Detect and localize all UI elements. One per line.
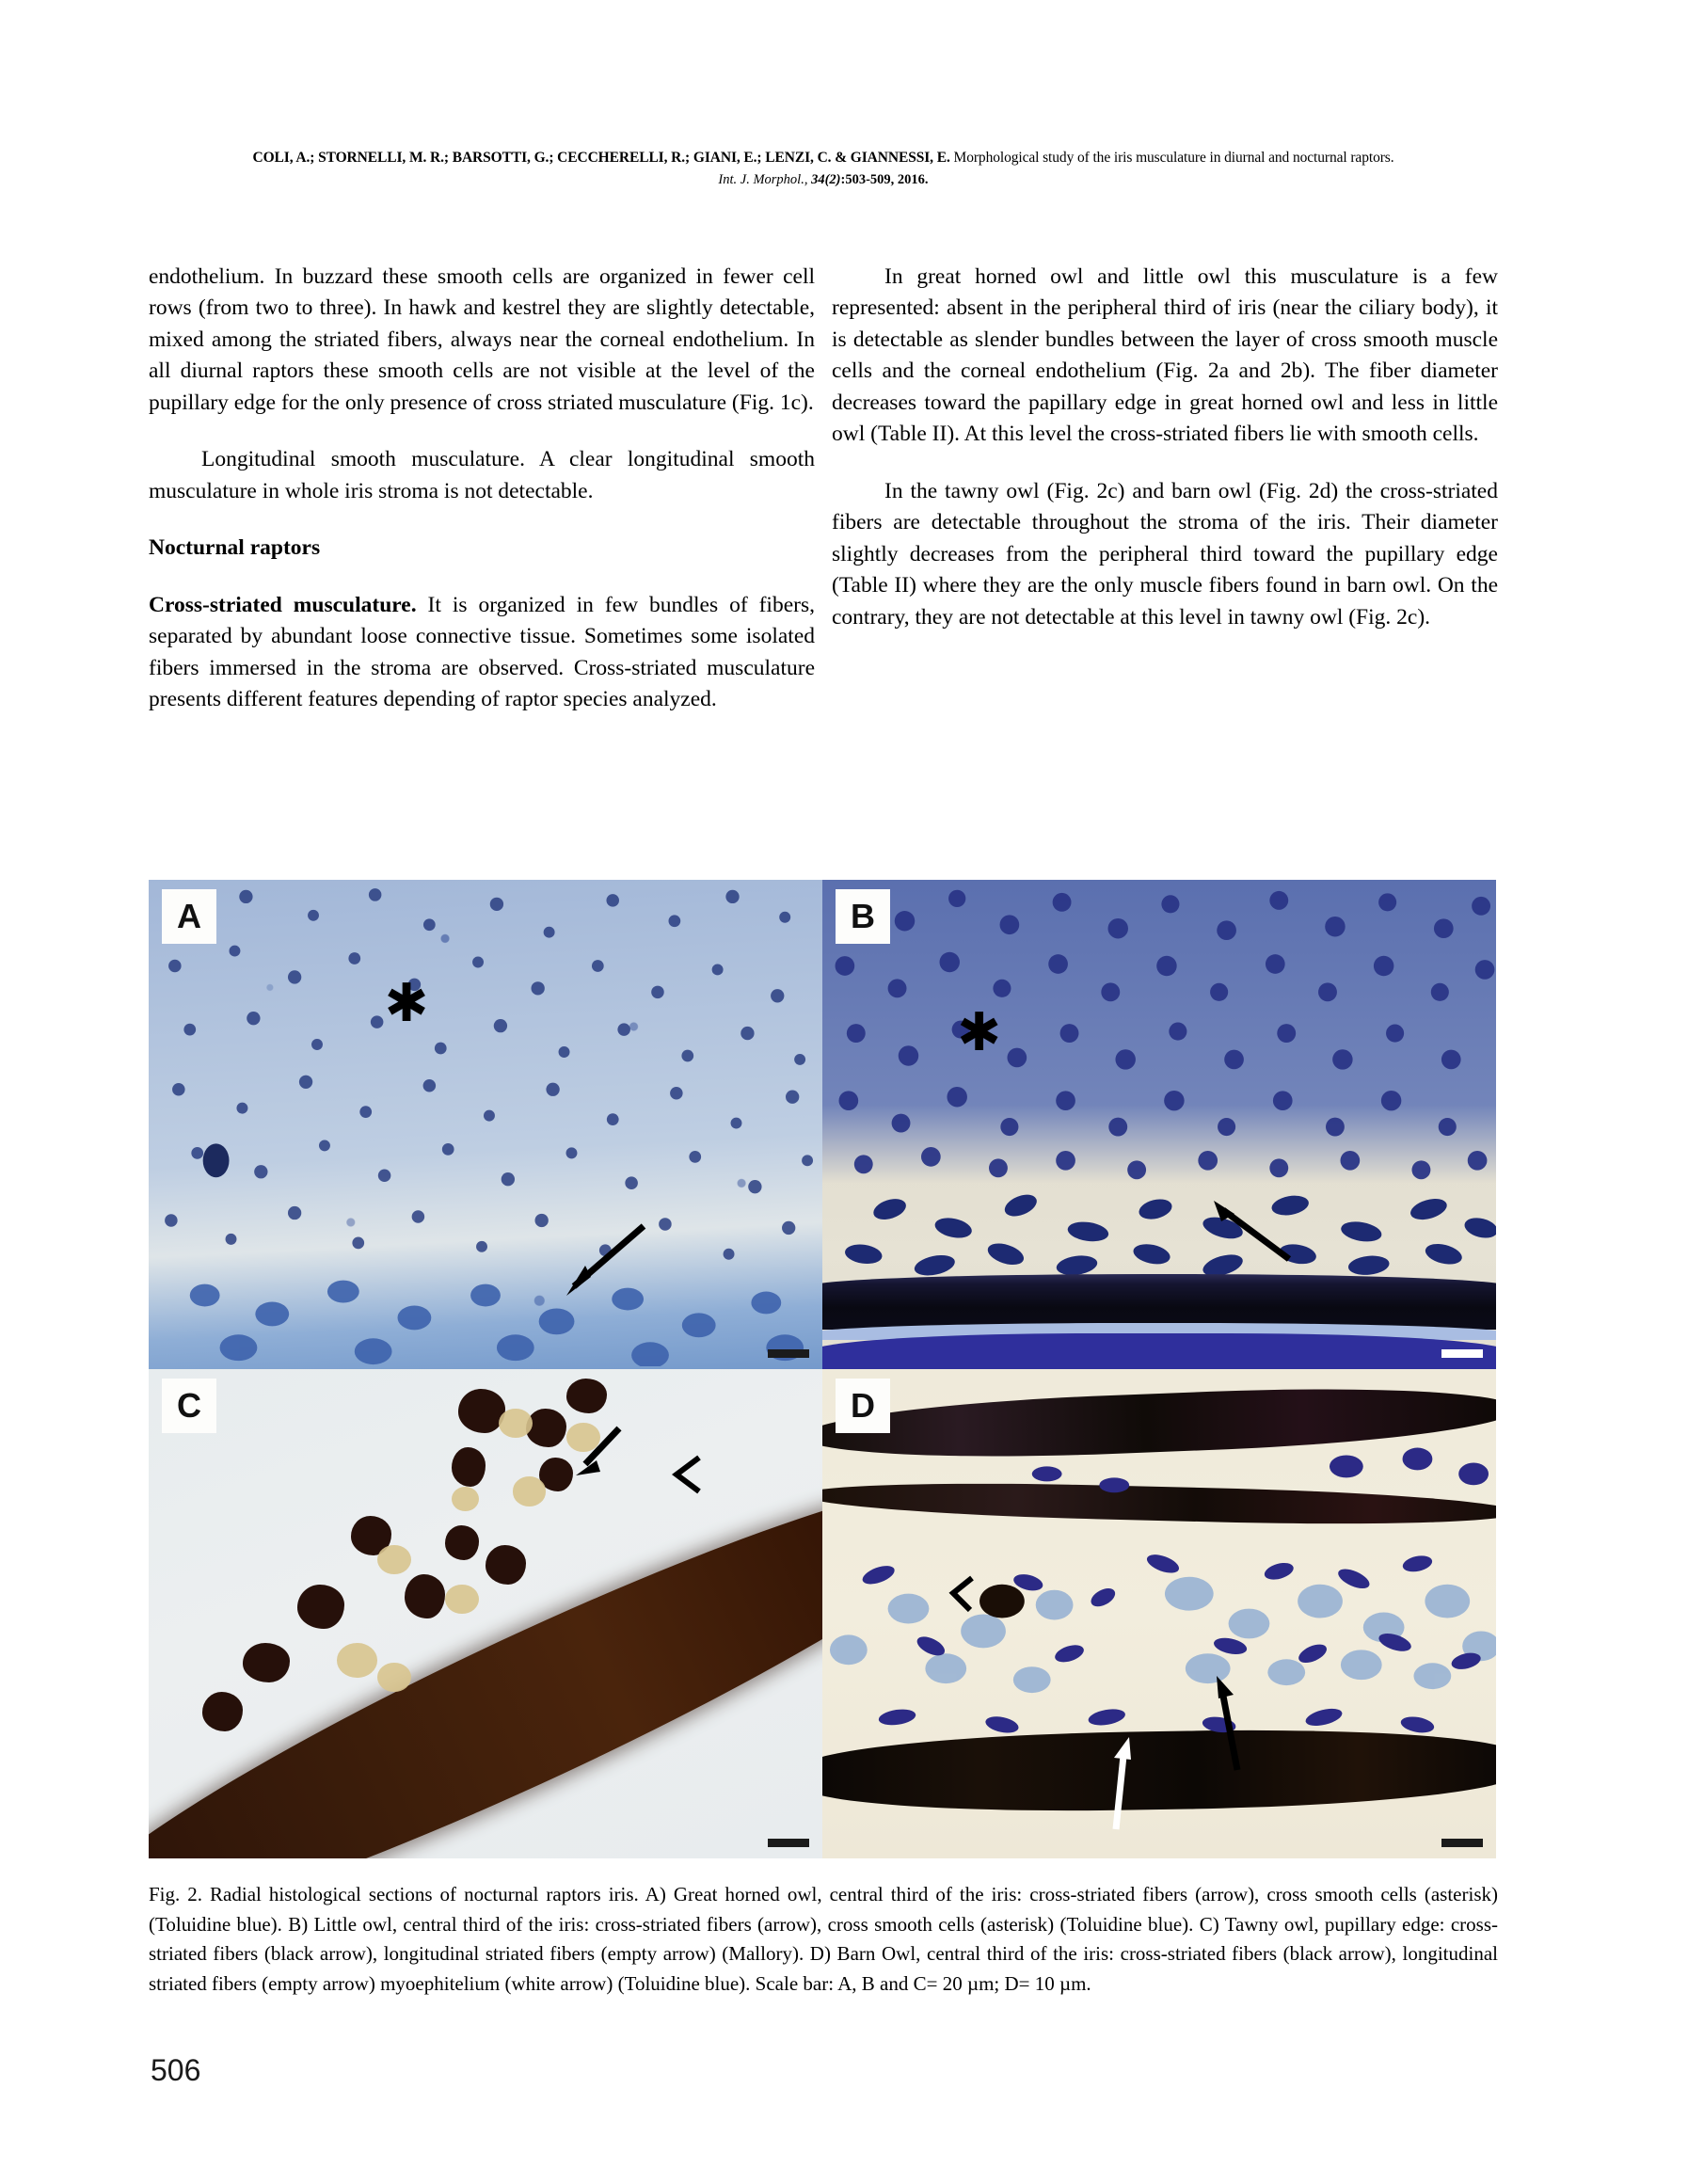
page-number: 506 (151, 2053, 201, 2087)
panel-c-pigment-blob (566, 1379, 607, 1412)
black-arrow-marker-c (566, 1423, 651, 1498)
section-heading-nocturnal-raptors: Nocturnal raptors (149, 535, 321, 561)
body-column-right (832, 262, 1498, 659)
panel-c-lipid-droplet (452, 1487, 479, 1511)
figure-panel-c (149, 1369, 822, 1858)
panel-b-pigment-band (822, 1274, 1496, 1331)
arrow-marker-a (566, 1213, 679, 1298)
panel-c-pigment-blob (297, 1585, 344, 1629)
paragraph-cross-striated-body: It is organized in few bundles of fibers, separated by abundant loose connective tissue. Sometimes some isolated fibers immersed in the stroma are observed. Cross-striated musculature presents different features depending of raptor species analyzed. (149, 592, 815, 712)
figure-panel-a (149, 880, 822, 1369)
arrow-marker-b (1206, 1193, 1319, 1268)
panel-label-b: B (836, 889, 890, 944)
panel-c-pigment-blob (445, 1525, 479, 1559)
scale-bar-c (768, 1839, 809, 1847)
panel-c-pigment-blob (452, 1447, 486, 1487)
running-head (146, 149, 1501, 189)
figure-2-caption: Fig. 2. Radial histological sections of nocturnal raptors iris. A) Great horned owl, central third of the iris: cross-striated fibers (arrow), cross smooth cells (asterisk) (Toluidine blue). B) Little owl, central third of the iris: cross-striated fibers (arrow), cross smooth cells (asterisk) (Toluidine blue). C) Tawny owl, pupillary edge: cross-striated fibers (black arrow), longitudinal striated fibers (empty arrow) (Mallory). D) Barn Owl, central third of the iris: cross-striated fibers (black arrow), longitudinal striated fibers (empty arrow) myoephitelium (white arrow) (Toluidine blue). Scale bar: A, B and C= 20 µm; D= 10 µm. (149, 1883, 1498, 1995)
black-arrow-marker-d (1200, 1672, 1266, 1776)
paragraph-tawny-barn-owl: In the tawny owl (Fig. 2c) and barn owl (Fig. 2d) the cross-striated fibers are detectable throughout the stroma of the iris. Their diameter slightly decreases from the peripheral third toward the pupillary edge (Table II) where they are the only muscle fibers found in barn owl. On the contrary, they are not detectable at this level in tawny owl (Fig. 2c). (832, 478, 1498, 630)
asterisk-marker-a: ✱ (384, 973, 429, 1034)
paragraph-lead-in: Cross-striated musculature. (149, 592, 417, 617)
running-head-citation (146, 171, 1501, 190)
panel-c-lipid-droplet (337, 1643, 377, 1677)
panel-c-pigment-blob (202, 1692, 243, 1731)
white-arrow-marker-d (1091, 1731, 1148, 1835)
scale-bar-d (1441, 1839, 1483, 1847)
panel-b-deep-blue-band (822, 1333, 1496, 1369)
paragraph-great-horned-little-owl: In great horned owl and little owl this musculature is a few represented: absent in the peripheral third of iris (near the ciliary body), it is detectable as slender bundles between the layer of cross smooth muscle cells and the corneal endothelium (Fig. 2a and 2b). The fiber diameter decreases toward the papillary edge in great horned owl and less in little owl (Table II). At this level the cross-striated fibers lie with smooth cells. (832, 264, 1498, 447)
running-head-article-title: Morphological study of the iris musculature in diurnal and nocturnal raptors. (953, 150, 1394, 166)
journal-name: Int. J. Morphol., (718, 171, 808, 187)
empty-arrowhead-marker-d (944, 1574, 991, 1616)
running-head-line-1 (146, 149, 1501, 168)
panel-label-d: D (836, 1379, 890, 1433)
empty-arrowhead-marker-c (667, 1452, 720, 1499)
figure-panel-d (822, 1369, 1496, 1858)
journal-pages: :503-509, 2016. (840, 171, 929, 187)
panel-c-pigment-blob (486, 1545, 526, 1585)
asterisk-marker-b: ✱ (957, 1002, 1002, 1064)
panel-c-lipid-droplet (513, 1476, 547, 1506)
panel-c-pigment-blob (405, 1574, 445, 1618)
panel-label-a: A (162, 889, 216, 944)
panel-a-nuclei-texture (149, 880, 822, 1366)
running-head-authors: COLI, A.; STORNELLI, M. R.; BARSOTTI, G.; CECCHERELLI, R.; GIANI, E.; LENZI, C. & GIANNESSI, E. (252, 150, 950, 166)
panel-c-pigment-blob (526, 1409, 566, 1448)
figure-panel-b (822, 880, 1496, 1369)
panel-d-cell-texture (822, 1369, 1496, 1856)
paragraph-cross-striated (149, 590, 815, 716)
figure-2-image-grid (149, 880, 1496, 1858)
scale-bar-a (768, 1349, 809, 1358)
journal-volume: 34(2) (807, 171, 841, 187)
paragraph-endothelium: endothelium. In buzzard these smooth cells are organized in fewer cell rows (from two to three). In hawk and kestrel they are slightly detectable, mixed among the striated fibers, always near the corneal endothelium. In all diurnal raptors these smooth cells are not visible at the level of the pupillary edge for the only presence of cross striated musculature (Fig. 1c). (149, 264, 815, 415)
panel-c-pigment-blob (243, 1643, 290, 1682)
panel-c-lipid-droplet (377, 1545, 411, 1574)
scale-bar-b (1441, 1349, 1483, 1358)
panel-c-lipid-droplet (445, 1585, 479, 1614)
paragraph-longitudinal-smooth: Longitudinal smooth musculature. A clear longitudinal smooth musculature in whole iris stroma is not detectable. (149, 447, 815, 503)
body-column-left (149, 262, 815, 741)
panel-c-pigmented-band (149, 1427, 822, 1858)
panel-c-lipid-droplet (499, 1409, 533, 1438)
panel-label-c: C (162, 1379, 216, 1433)
